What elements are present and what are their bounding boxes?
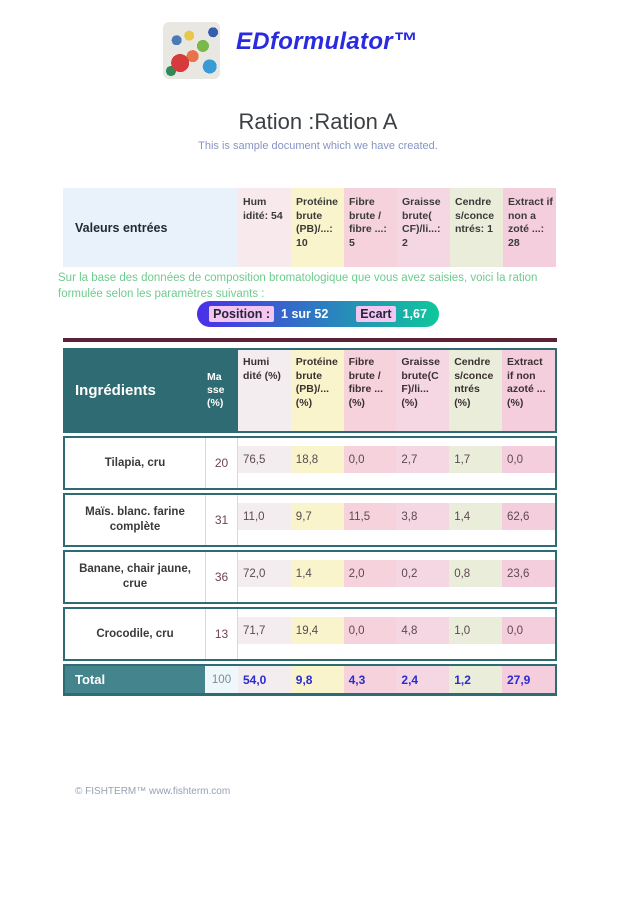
column-header-3: Graisse brute(C F)/li... (%): [396, 350, 449, 431]
total-values: [238, 666, 555, 693]
value-band: 76,5: [238, 446, 291, 473]
valeurs-column-3: Graisse brute( CF)/li...: 2: [397, 188, 450, 267]
ingredient-value: [396, 495, 449, 545]
ingredient-value: [449, 495, 502, 545]
footer-text: © FISHTERM™ www.fishterm.com: [75, 786, 231, 797]
value-band: 1,0: [449, 617, 502, 644]
value-band: 2,0: [344, 560, 397, 587]
ingredient-value: [502, 552, 555, 602]
value-band: 9,7: [291, 503, 344, 530]
ecart-label: Ecart: [356, 306, 395, 322]
page-title: Ration :Ration A: [238, 109, 398, 134]
ingredient-value: [502, 609, 555, 659]
valeurs-entrees-table: [63, 188, 557, 267]
ingredient-rows: [63, 436, 557, 661]
total-label: Total: [75, 672, 106, 687]
total-value-5: 27,9: [502, 666, 555, 693]
app-logo-icon: [163, 22, 220, 79]
total-value-0: 54,0: [238, 666, 291, 693]
ingredient-value: [344, 609, 397, 659]
ingredient-value: [396, 609, 449, 659]
position-value: 1 sur 52: [281, 307, 329, 321]
valeurs-column-5: Extract if non a zoté ...: 28: [503, 188, 556, 267]
ingredient-value: [396, 552, 449, 602]
mass-header: Ma sse (%): [207, 370, 225, 410]
position-label: Position :: [209, 306, 274, 322]
column-header-5: Extract if non azoté ... (%): [502, 350, 555, 431]
ingredient-value: [396, 438, 449, 488]
value-band: 0,2: [396, 560, 449, 587]
value-band: 2,7: [396, 446, 449, 473]
value-band: 4,8: [396, 617, 449, 644]
value-band: 71,7: [238, 617, 291, 644]
value-band: 1,4: [449, 503, 502, 530]
ingredient-name: Maïs. blanc. farine complète: [85, 506, 185, 533]
ingredient-value: [502, 438, 555, 488]
total-row: [63, 664, 557, 696]
total-value-2: 4,3: [344, 666, 397, 693]
total-value-1: 9,8: [291, 666, 344, 693]
valeurs-column-2: Fibre brute / fibre ...: 5: [344, 188, 397, 267]
ingredient-value: [291, 552, 344, 602]
ingredient-value: [449, 609, 502, 659]
column-header-4: Cendre s/conce ntrés (%): [449, 350, 502, 431]
ingredients-header: Ingrédients: [75, 382, 156, 399]
valeurs-column-1: Protéine brute (PB)/...: 10: [291, 188, 344, 267]
valeurs-entrees-label: Valeurs entrées: [63, 188, 238, 267]
intro-text: Sur la base des données de composition bromatologique que vous avez saisies, voici la ration formulée selon les paramètres suivants :: [58, 272, 538, 300]
valeurs-column-0: Hum idité: 54: [238, 188, 291, 267]
value-band: 72,0: [238, 560, 291, 587]
ingredient-name: Tilapia, cru: [104, 456, 166, 469]
badge-wrap: [0, 301, 636, 327]
ingredient-mass: 36: [205, 552, 238, 602]
value-band: 1,7: [449, 446, 502, 473]
ingredient-value: [449, 552, 502, 602]
value-band: 0,8: [449, 560, 502, 587]
ingredient-value: [291, 438, 344, 488]
page-subtitle: This is sample document which we have created.: [198, 140, 438, 152]
ingredient-value: [238, 609, 291, 659]
value-band: 0,0: [502, 617, 555, 644]
valeurs-columns: [238, 188, 557, 267]
table-header-row: [63, 348, 557, 433]
total-mass: 100: [205, 666, 238, 693]
ingredient-mass: 13: [205, 609, 238, 659]
maroon-divider: [63, 338, 557, 342]
value-band: 0,0: [344, 446, 397, 473]
ingredient-mass: 31: [205, 495, 238, 545]
ingredient-value: [291, 609, 344, 659]
total-value-4: 1,2: [449, 666, 502, 693]
value-band: 62,6: [502, 503, 555, 530]
app-header: [163, 22, 417, 79]
table-row-3: [63, 607, 557, 661]
ingredient-value: [344, 438, 397, 488]
ingredient-name: Crocodile, cru: [96, 627, 174, 640]
value-band: 0,0: [502, 446, 555, 473]
value-band: 1,4: [291, 560, 344, 587]
ingredient-name: Banane, chair jaune, crue: [79, 563, 191, 590]
column-header-2: Fibre brute / fibre ... (%): [344, 350, 397, 431]
ingredient-value: [344, 552, 397, 602]
column-header-1: Protéine brute (PB)/... (%): [291, 350, 344, 431]
value-band: 23,6: [502, 560, 555, 587]
value-band: 18,8: [291, 446, 344, 473]
value-band: 0,0: [344, 617, 397, 644]
ingredient-value: [238, 438, 291, 488]
ingredient-value: [502, 495, 555, 545]
ingredient-value: [344, 495, 397, 545]
ingredient-mass: 20: [205, 438, 238, 488]
ingredient-value: [291, 495, 344, 545]
value-band: 3,8: [396, 503, 449, 530]
ingredient-value: [238, 552, 291, 602]
total-value-3: 2,4: [396, 666, 449, 693]
value-band: 19,4: [291, 617, 344, 644]
ingredient-value: [449, 438, 502, 488]
table-row-1: [63, 493, 557, 547]
ecart-value: 1,67: [402, 307, 427, 321]
ration-table: [63, 348, 557, 696]
table-row-2: [63, 550, 557, 604]
position-ecart-badge: [197, 301, 439, 327]
value-band: 11,0: [238, 503, 291, 530]
app-title: EDformulator™: [236, 28, 418, 55]
value-band: 11,5: [344, 503, 397, 530]
table-row-0: [63, 436, 557, 490]
valeurs-column-4: Cendre s/conce ntrés: 1: [450, 188, 503, 267]
column-header-0: Humi dité (%): [238, 350, 291, 431]
table-column-headers: [238, 350, 555, 431]
ingredient-value: [238, 495, 291, 545]
